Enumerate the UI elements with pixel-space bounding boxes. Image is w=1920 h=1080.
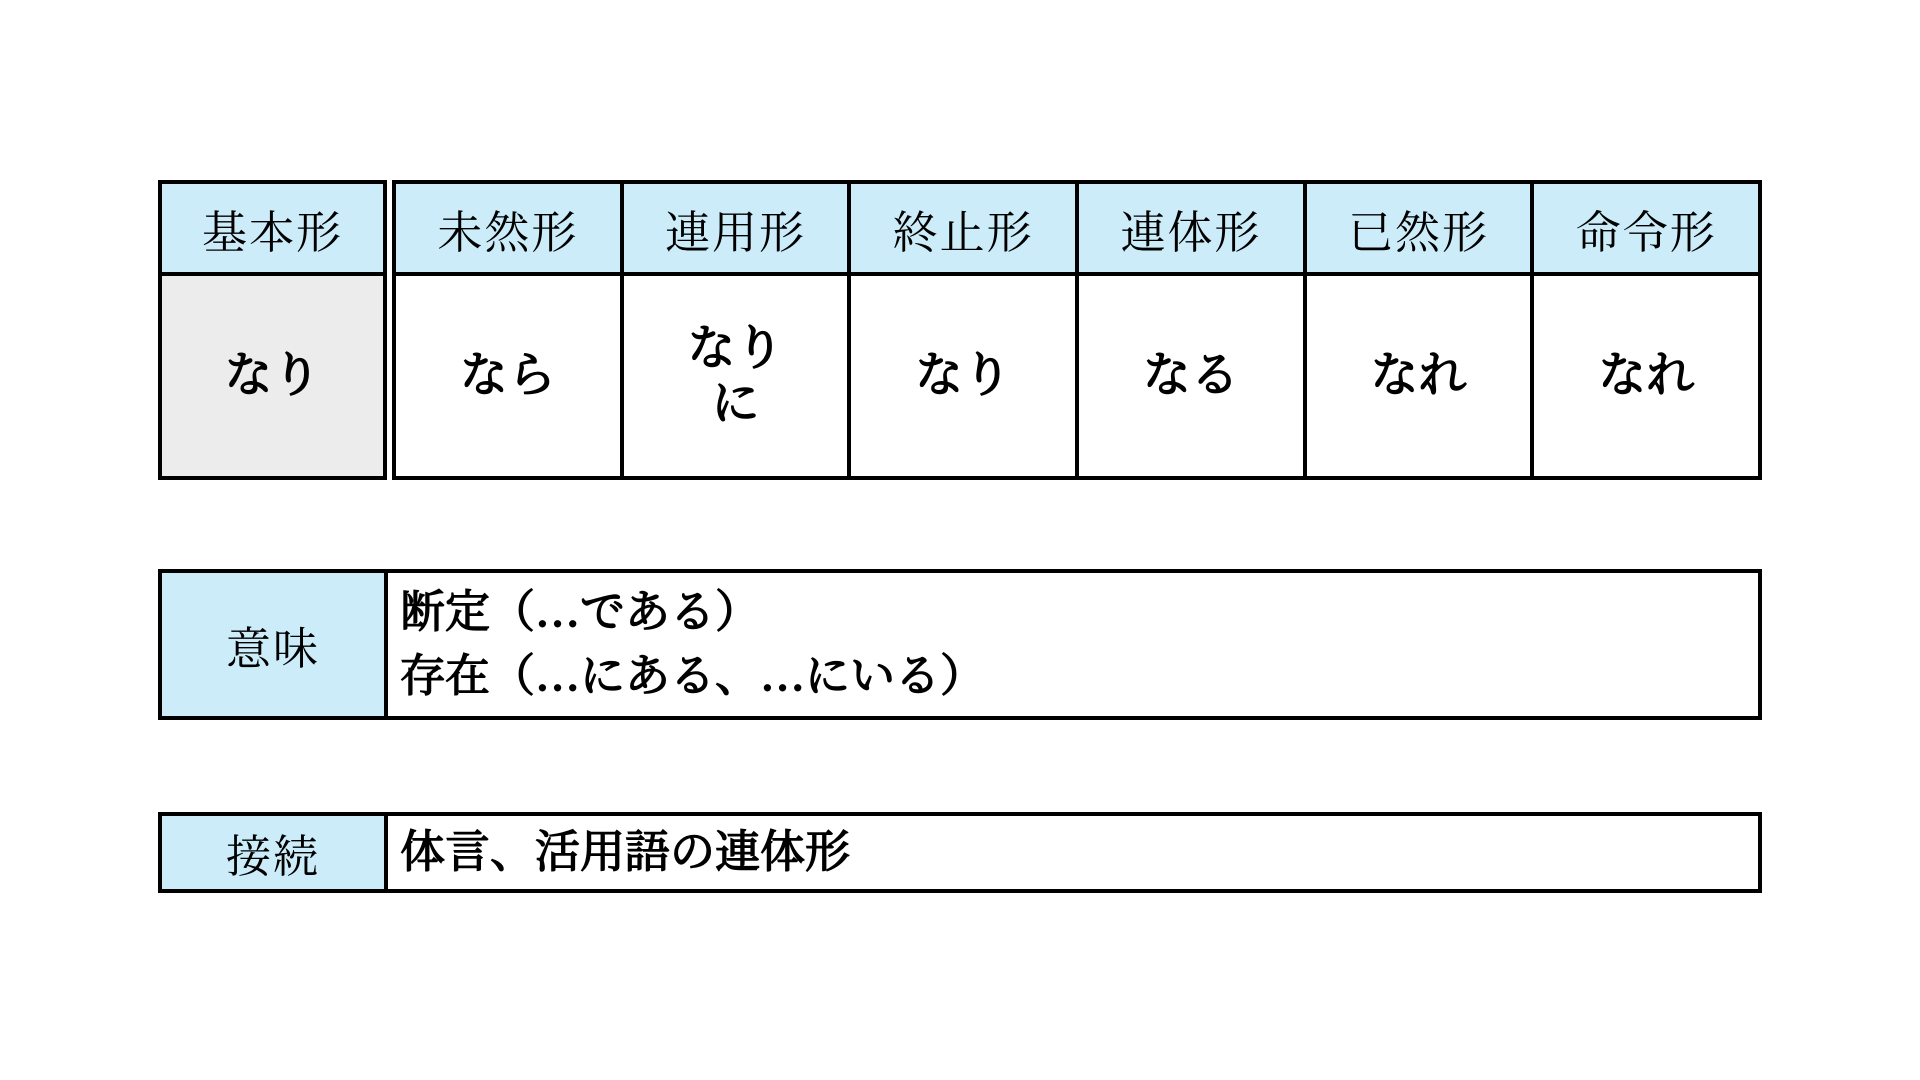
value-line: なれ <box>1598 349 1695 403</box>
form-column-mizenkei <box>396 184 620 476</box>
header-label: 未然形 <box>437 207 579 258</box>
header-cell-shushikei <box>851 184 1075 276</box>
header-label: 命令形 <box>1575 207 1717 258</box>
header-cell-meireikei <box>1534 184 1758 276</box>
connection-table <box>158 812 1762 893</box>
header-cell-izenkei <box>1307 184 1531 276</box>
header-label: 終止形 <box>892 207 1034 258</box>
header-label: 連体形 <box>1120 207 1262 258</box>
base-form-header-cell <box>162 184 383 276</box>
connection-text: 体言、活用語の連体形 <box>400 826 851 877</box>
header-cell-mizenkei <box>396 184 620 276</box>
meaning-line: 断定（…である） <box>400 586 761 637</box>
base-form-value-cell <box>162 276 383 476</box>
connection-label: 接続 <box>225 832 320 882</box>
meaning-label-cell <box>162 573 388 716</box>
meaning-table <box>158 569 1762 720</box>
meaning-content-cell <box>388 573 1758 716</box>
form-column-rentaikei <box>1075 184 1303 476</box>
value-line: なり <box>687 321 784 375</box>
value-cell-meireikei <box>1534 276 1758 476</box>
value-cell-izenkei <box>1307 276 1531 476</box>
connection-label-cell <box>162 816 388 889</box>
base-form-header-label: 基本形 <box>201 207 343 258</box>
header-label: 連用形 <box>665 207 807 258</box>
value-cell-mizenkei <box>396 276 620 476</box>
form-column-shushikei <box>847 184 1075 476</box>
header-label: 已然形 <box>1348 207 1490 258</box>
base-form-column <box>158 180 387 480</box>
value-line: なら <box>459 349 556 403</box>
header-cell-renyokei <box>624 184 848 276</box>
form-column-meireikei <box>1530 184 1758 476</box>
base-form-value: なり <box>224 349 321 403</box>
meaning-label: 意味 <box>225 624 320 674</box>
conjugation-forms-table <box>392 180 1762 480</box>
header-cell-rentaikei <box>1079 184 1303 276</box>
value-cell-rentaikei <box>1079 276 1303 476</box>
value-line: なる <box>1142 349 1239 403</box>
value-cell-renyokei <box>624 276 848 476</box>
value-line: なれ <box>1370 349 1467 403</box>
value-cell-shushikei <box>851 276 1075 476</box>
value-line: なり <box>915 349 1012 403</box>
meaning-line: 存在（…にある、…にいる） <box>400 650 986 701</box>
form-column-izenkei <box>1303 184 1531 476</box>
value-line: に <box>711 377 760 430</box>
connection-content-cell <box>388 816 1758 889</box>
form-column-renyokei <box>620 184 848 476</box>
